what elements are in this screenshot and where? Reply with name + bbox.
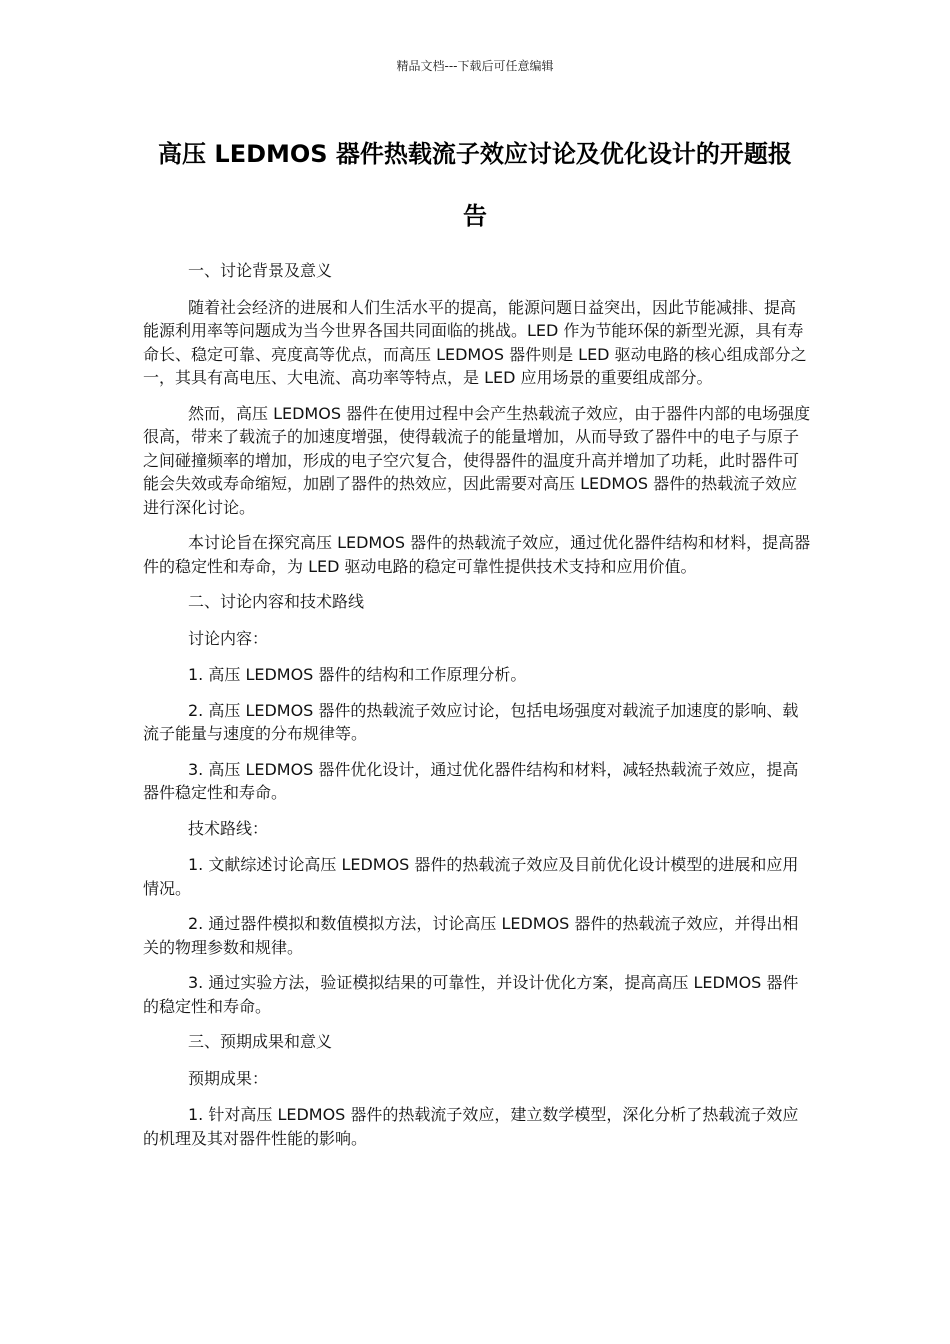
subheading-research-content: 讨论内容： — [188, 628, 269, 648]
list-item: 1. 高压 LEDMOS 器件的结构和工作原理分析。 — [188, 665, 527, 684]
section-heading-background: 一、讨论背景及意义 — [188, 261, 333, 280]
section-heading-expected-results: 三、预期成果和意义 — [188, 1032, 333, 1051]
list-item: 1. 文献综述讨论高压 LEDMOS 器件的热载流子效应及目前优化设计模型的进展和应用情况。 — [143, 855, 799, 898]
body-paragraph: 本讨论旨在探究高压 LEDMOS 器件的热载流子效应，通过优化器件结构和材料，提高器件的稳定性和寿命，为 LED 驱动电路的稳定可靠性提供技术支持和应用价值。 — [143, 533, 811, 576]
header-note: 精品文档---下载后可任意编辑 — [396, 59, 554, 73]
document-title — [140, 134, 810, 236]
body-paragraph: 然而，高压 LEDMOS 器件在使用过程中会产生热载流子效应，由于器件内部的电场强度很高，带来了载流子的加速度增强，使得载流子的能量增加，从而导致了器件中的电子与原子之间碰撞频率的增加，形成的电子空穴复合，使得器件的温度升高并增加了功耗，此时器件可能会失效或寿命缩短，加剧了器件的热效应，因此需要对高压 LEDMOS 器件的热载流子效应进行深化讨论。 — [143, 403, 811, 517]
list-item: 3. 通过实验方法，验证模拟结果的可靠性，并设计优化方案，提高高压 LEDMOS 器件的稳定性和寿命。 — [143, 973, 799, 1016]
section-heading-content-route: 二、讨论内容和技术路线 — [188, 592, 365, 611]
body-paragraph: 随着社会经济的进展和人们生活水平的提高，能源问题日益突出，因此节能减排、提高能源利用率等问题成为当今世界各国共同面临的挑战。LED 作为节能环保的新型光源，具有寿命长、稳定可靠、亮度高等优点，而高压 LEDMOS 器件则是 LED 驱动电路的核心组成部分之一，其具有高电压、大电流、高功率等特点，是 LED 应用场景的重要组成部分。 — [143, 297, 807, 387]
list-item: 2. 高压 LEDMOS 器件的热载流子效应讨论，包括电场强度对载流子加速度的影响、载流子能量与速度的分布规律等。 — [143, 700, 799, 743]
document-title-line-1: 高压 LEDMOS 器件热载流子效应讨论及优化设计的开题报 — [158, 140, 792, 168]
document-title-line-2: 告 — [463, 202, 487, 230]
list-item: 3. 高压 LEDMOS 器件优化设计，通过优化器件结构和材料，减轻热载流子效应，提高器件稳定性和寿命。 — [143, 759, 799, 802]
list-item: 2. 通过器件模拟和数值模拟方法，讨论高压 LEDMOS 器件的热载流子效应，并得出相关的物理参数和规律。 — [143, 914, 799, 957]
list-item: 1. 针对高压 LEDMOS 器件的热载流子效应，建立数学模型，深化分析了热载流子效应的机理及其对器件性能的影响。 — [143, 1105, 799, 1148]
subheading-technical-route: 技术路线： — [188, 818, 269, 838]
subheading-expected-results: 预期成果： — [188, 1068, 269, 1088]
document-body — [143, 259, 811, 1162]
